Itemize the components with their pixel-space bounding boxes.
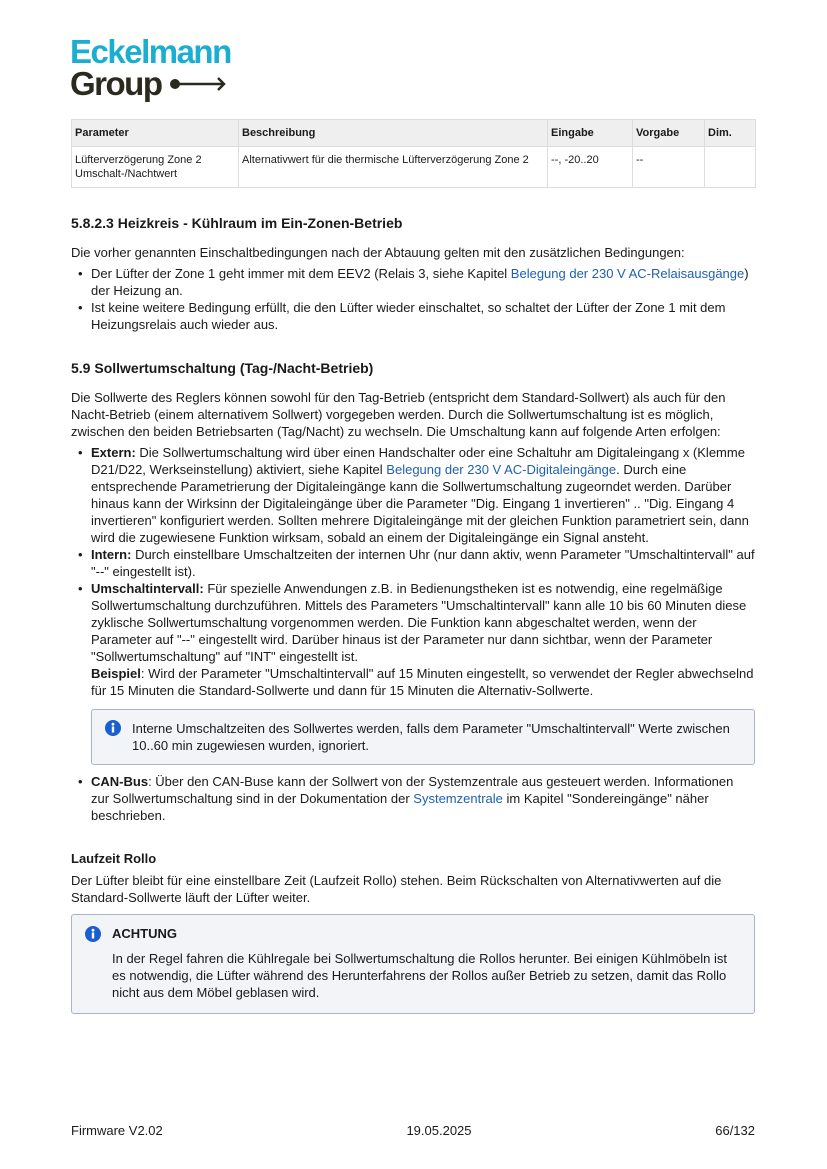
company-logo bbox=[70, 33, 231, 102]
cell-vorgabe: -- bbox=[633, 147, 705, 188]
info-icon bbox=[85, 926, 101, 942]
link-digitaleingaenge[interactable]: Belegung der 230 V AC-Digitaleingänge bbox=[386, 462, 617, 477]
bullet-list bbox=[71, 444, 755, 699]
section-heading: 5.8.2.3 Heizkreis - Kühlraum im Ein-Zonen-Betrieb bbox=[71, 215, 403, 231]
parameter-table bbox=[71, 119, 756, 188]
bullet-list bbox=[71, 773, 755, 824]
warning-box bbox=[71, 914, 755, 1014]
note-text: Interne Umschaltzeiten des Sollwertes werden, falls dem Parameter "Umschaltintervall" Werte zwischen 10..60 min zugewiesen wurden, ignoriert. bbox=[132, 721, 730, 753]
subsection-heading: Laufzeit Rollo bbox=[71, 851, 157, 866]
list-item: • Ist keine weitere Bedingung erfüllt, die den Lüfter wieder einschaltet, so schaltet der Lüfter der Zone 1 mit dem Heizungsrelais auch wieder aus. bbox=[91, 299, 755, 333]
page-footer bbox=[71, 1122, 755, 1139]
paragraph: Der Lüfter bleibt für eine einstellbare Zeit (Laufzeit Rollo) stehen. Beim Rückschalten von Alternativwerten auf die Standard-Sollwerte läuft der Lüfter weiter. bbox=[71, 873, 722, 905]
logo-line2: Group bbox=[70, 68, 231, 100]
table-header-row bbox=[72, 120, 756, 147]
list-item: • Umschaltintervall: Für spezielle Anwendungen z.B. in Bedienungstheken ist es notwendig, eine regelmäßige Sollwertumschaltung durchzuführen. Mittels des Parameters "Umschaltintervall" kann alle 10 bis 60 Minuten diese zyklische Sollwertumschaltung vorgenommen werden. Die Funktion kann abgeschaltet werden, wenn der Parameter auf "--" eingestellt wird. Darüber hinaus ist der Parameter nur dann sichtbar, wenn der Parameter "Sollwertumschaltung" auf "INT" eingestellt ist. Beispiel: Wird der Parameter "Umschaltintervall" auf 15 Minuten eingestellt, so verwendet der Regler abwechselnd für 15 Minuten die Standard-Sollwerte und dann für 15 Minuten die Alternativ-Sollwerte. bbox=[91, 580, 755, 699]
info-note bbox=[91, 709, 755, 765]
col-vorgabe: Vorgabe bbox=[633, 120, 705, 147]
col-eingabe: Eingabe bbox=[548, 120, 633, 147]
col-dim: Dim. bbox=[705, 120, 756, 147]
date: 19.05.2025 bbox=[406, 1123, 472, 1138]
warning-text: In der Regel fahren die Kühlregale bei Sollwertumschaltung die Rollos herunter. Bei einigen Kühlmöbeln ist es notwendig, die Lüfter während des Herunterfahrens der Rollos außer Betrieb zu setzen, damit das Rollo nicht aus dem Möbel geblasen wird. bbox=[112, 951, 727, 1000]
warning-title: ACHTUNG bbox=[112, 926, 177, 941]
table-row bbox=[72, 147, 756, 188]
cell-beschreibung: Alternativwert für die thermische Lüfterverzögerung Zone 2 bbox=[239, 147, 548, 188]
list-item: • Der Lüfter der Zone 1 geht immer mit dem EEV2 (Relais 3, siehe Kapitel Belegung der 230 V AC-Relaisausgänge) der Heizung an. bbox=[91, 265, 755, 299]
paragraph: Die vorher genannten Einschaltbedingungen nach der Abtauung gelten mit den zusätzlichen Bedingungen: bbox=[71, 245, 685, 260]
col-parameter: Parameter bbox=[72, 120, 239, 147]
paragraph: Die Sollwerte des Reglers können sowohl für den Tag-Betrieb (entspricht dem Standard-Sollwert) als auch für den Nacht-Betrieb (einem alternativem Sollwert) vorgegeben werden. Durch die Sollwertumschaltung ist es möglich, zwischen den beiden Betriebsarten (Tag/Nacht) zu wechseln. Die Umschaltung kann auf folgende Arten erfolgen: bbox=[71, 390, 726, 439]
cell-parameter: Lüfterverzögerung Zone 2 Umschalt-/Nachtwert bbox=[72, 147, 239, 188]
cell-eingabe: --, -20..20 bbox=[548, 147, 633, 188]
list-item: • Extern: Die Sollwertumschaltung wird über einen Handschalter oder eine Schaltuhr am Digitaleingang x (Klemme D21/D22, Werkseinstellung) aktiviert, siehe Kapitel Belegung der 230 V AC-Digitaleingänge. Durch eine entsprechende Parametrierung der Digitaleingänge kann die Sollwertumschaltung zugeorndet werden. Darüber hinaus kann der Wirksinn der Digitaleingänge über die Parameter "Dig. Eingang 1 invertieren" .. "Dig. Eingang 4 invertieren" konfiguriert werden. Sollten mehrere Digitaleingänge mit der gleichen Funktion parametriert sein, dann wird die zugewiesene Funktion wirksam, sobald an einem der Digitaleingänge ein Signal ansteht. bbox=[91, 444, 755, 546]
link-systemzentrale[interactable]: Systemzentrale bbox=[413, 791, 503, 806]
col-beschreibung: Beschreibung bbox=[239, 120, 548, 147]
firmware-version: Firmware V2.02 bbox=[71, 1123, 163, 1138]
arrow-icon bbox=[169, 77, 227, 91]
page-number: 66/132 bbox=[715, 1123, 755, 1138]
cell-dim bbox=[705, 147, 756, 188]
logo-line1: Eckelmann bbox=[70, 33, 231, 70]
list-item: • Intern: Durch einstellbare Umschaltzeiten der internen Uhr (nur dann aktiv, wenn Parameter "Umschaltintervall" auf "--" eingestellt ist). bbox=[91, 546, 755, 580]
list-item: • CAN-Bus: Über den CAN-Buse kann der Sollwert von der Systemzentrale aus gesteuert werden. Informationen zur Sollwertumschaltung sind in der Dokumentation der Systemzentrale im Kapitel "Sondereingänge" näher beschrieben. bbox=[91, 773, 755, 824]
link-relaisausgaenge[interactable]: Belegung der 230 V AC-Relaisausgänge bbox=[510, 266, 745, 281]
section-heading: 5.9 Sollwertumschaltung (Tag-/Nacht-Betrieb) bbox=[71, 360, 374, 376]
bullet-list bbox=[71, 265, 755, 333]
info-icon bbox=[105, 720, 121, 736]
